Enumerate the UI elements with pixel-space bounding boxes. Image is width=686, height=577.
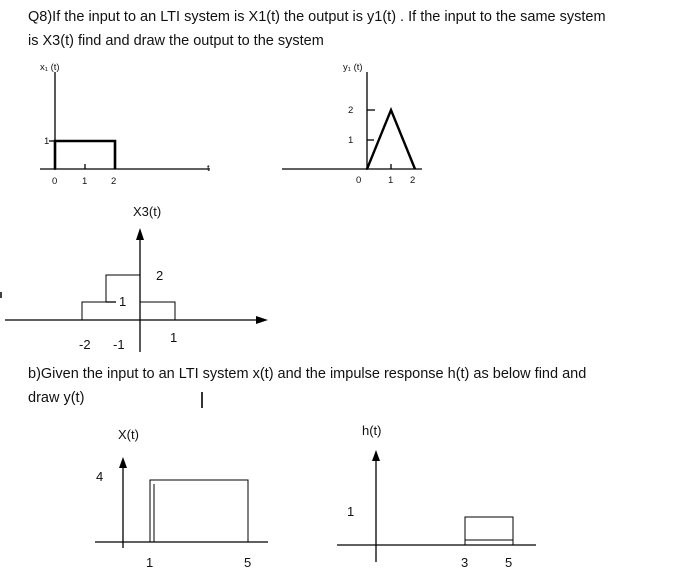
plot-y1-ytick-2: 2 xyxy=(348,105,354,116)
plot-h-xtick-3: 3 xyxy=(461,555,469,570)
plot-x1-xtick-1: 1 xyxy=(82,176,88,187)
plot-x-title: X(t) xyxy=(118,427,139,442)
question-b-line2: draw y(t) xyxy=(28,390,85,406)
plot-y1-ytick-1: 1 xyxy=(348,135,354,146)
plot-x-xtick-5: 5 xyxy=(244,555,252,570)
plot-h-pulse xyxy=(465,517,513,545)
question-b-line1: b)Given the input to an LTI system x(t) and the impulse response h(t) as below find and xyxy=(28,366,587,382)
plot-y1-xtick-0: 0 xyxy=(356,175,362,186)
plot-x3-level-2: 2 xyxy=(156,268,164,283)
plot-x3-axes xyxy=(5,238,262,352)
plot-y1-ylabel: y₁ (t) xyxy=(343,62,363,73)
plot-x3-xtick-neg1: -1 xyxy=(113,337,125,352)
plot-x1-xtick-2: 2 xyxy=(111,176,117,187)
plot-x1-ylabel: x₁ (t) xyxy=(40,62,60,73)
plot-h-ytick: 1 xyxy=(347,504,355,519)
plot-x3-arrowhead-up xyxy=(136,228,144,240)
plot-x3-level-1-left: 1 xyxy=(119,294,127,309)
plot-y1-xtick-1: 1 xyxy=(388,175,394,186)
plot-h-title: h(t) xyxy=(362,423,382,438)
plot-h-xtick-5: 5 xyxy=(505,555,513,570)
plot-y1-triangle xyxy=(367,110,415,169)
plot-x1-xlabel: t xyxy=(207,163,210,174)
plot-x-ytick: 4 xyxy=(96,469,104,484)
plot-x-axes xyxy=(95,465,268,548)
plot-x-arrowhead-up xyxy=(119,457,127,468)
plot-x1-ytick: 1 xyxy=(44,136,50,147)
plot-h-axes xyxy=(337,458,536,562)
plot-x3-arrowhead-right xyxy=(256,316,268,324)
plot-x3-title: X3(t) xyxy=(133,204,162,219)
plot-x-xtick-1: 1 xyxy=(146,555,154,570)
question-a-line2: is X3(t) find and draw the output to the system xyxy=(28,33,324,49)
question-a-line1: Q8)If the input to an LTI system is X1(t) the output is y1(t) . If the input to the same system xyxy=(28,9,606,25)
plot-x3-level-1-right: 1 xyxy=(170,330,178,345)
plot-x1-axes xyxy=(40,72,210,170)
plot-y1-axes xyxy=(282,72,422,170)
plot-y1-xtick-2: 2 xyxy=(410,175,416,186)
plot-x1-xtick-0: 0 xyxy=(52,176,58,187)
plot-x3-xtick-neg2: -2 xyxy=(79,337,91,352)
plot-h-arrowhead-up xyxy=(372,450,380,461)
plot-x-pulse xyxy=(150,480,248,542)
